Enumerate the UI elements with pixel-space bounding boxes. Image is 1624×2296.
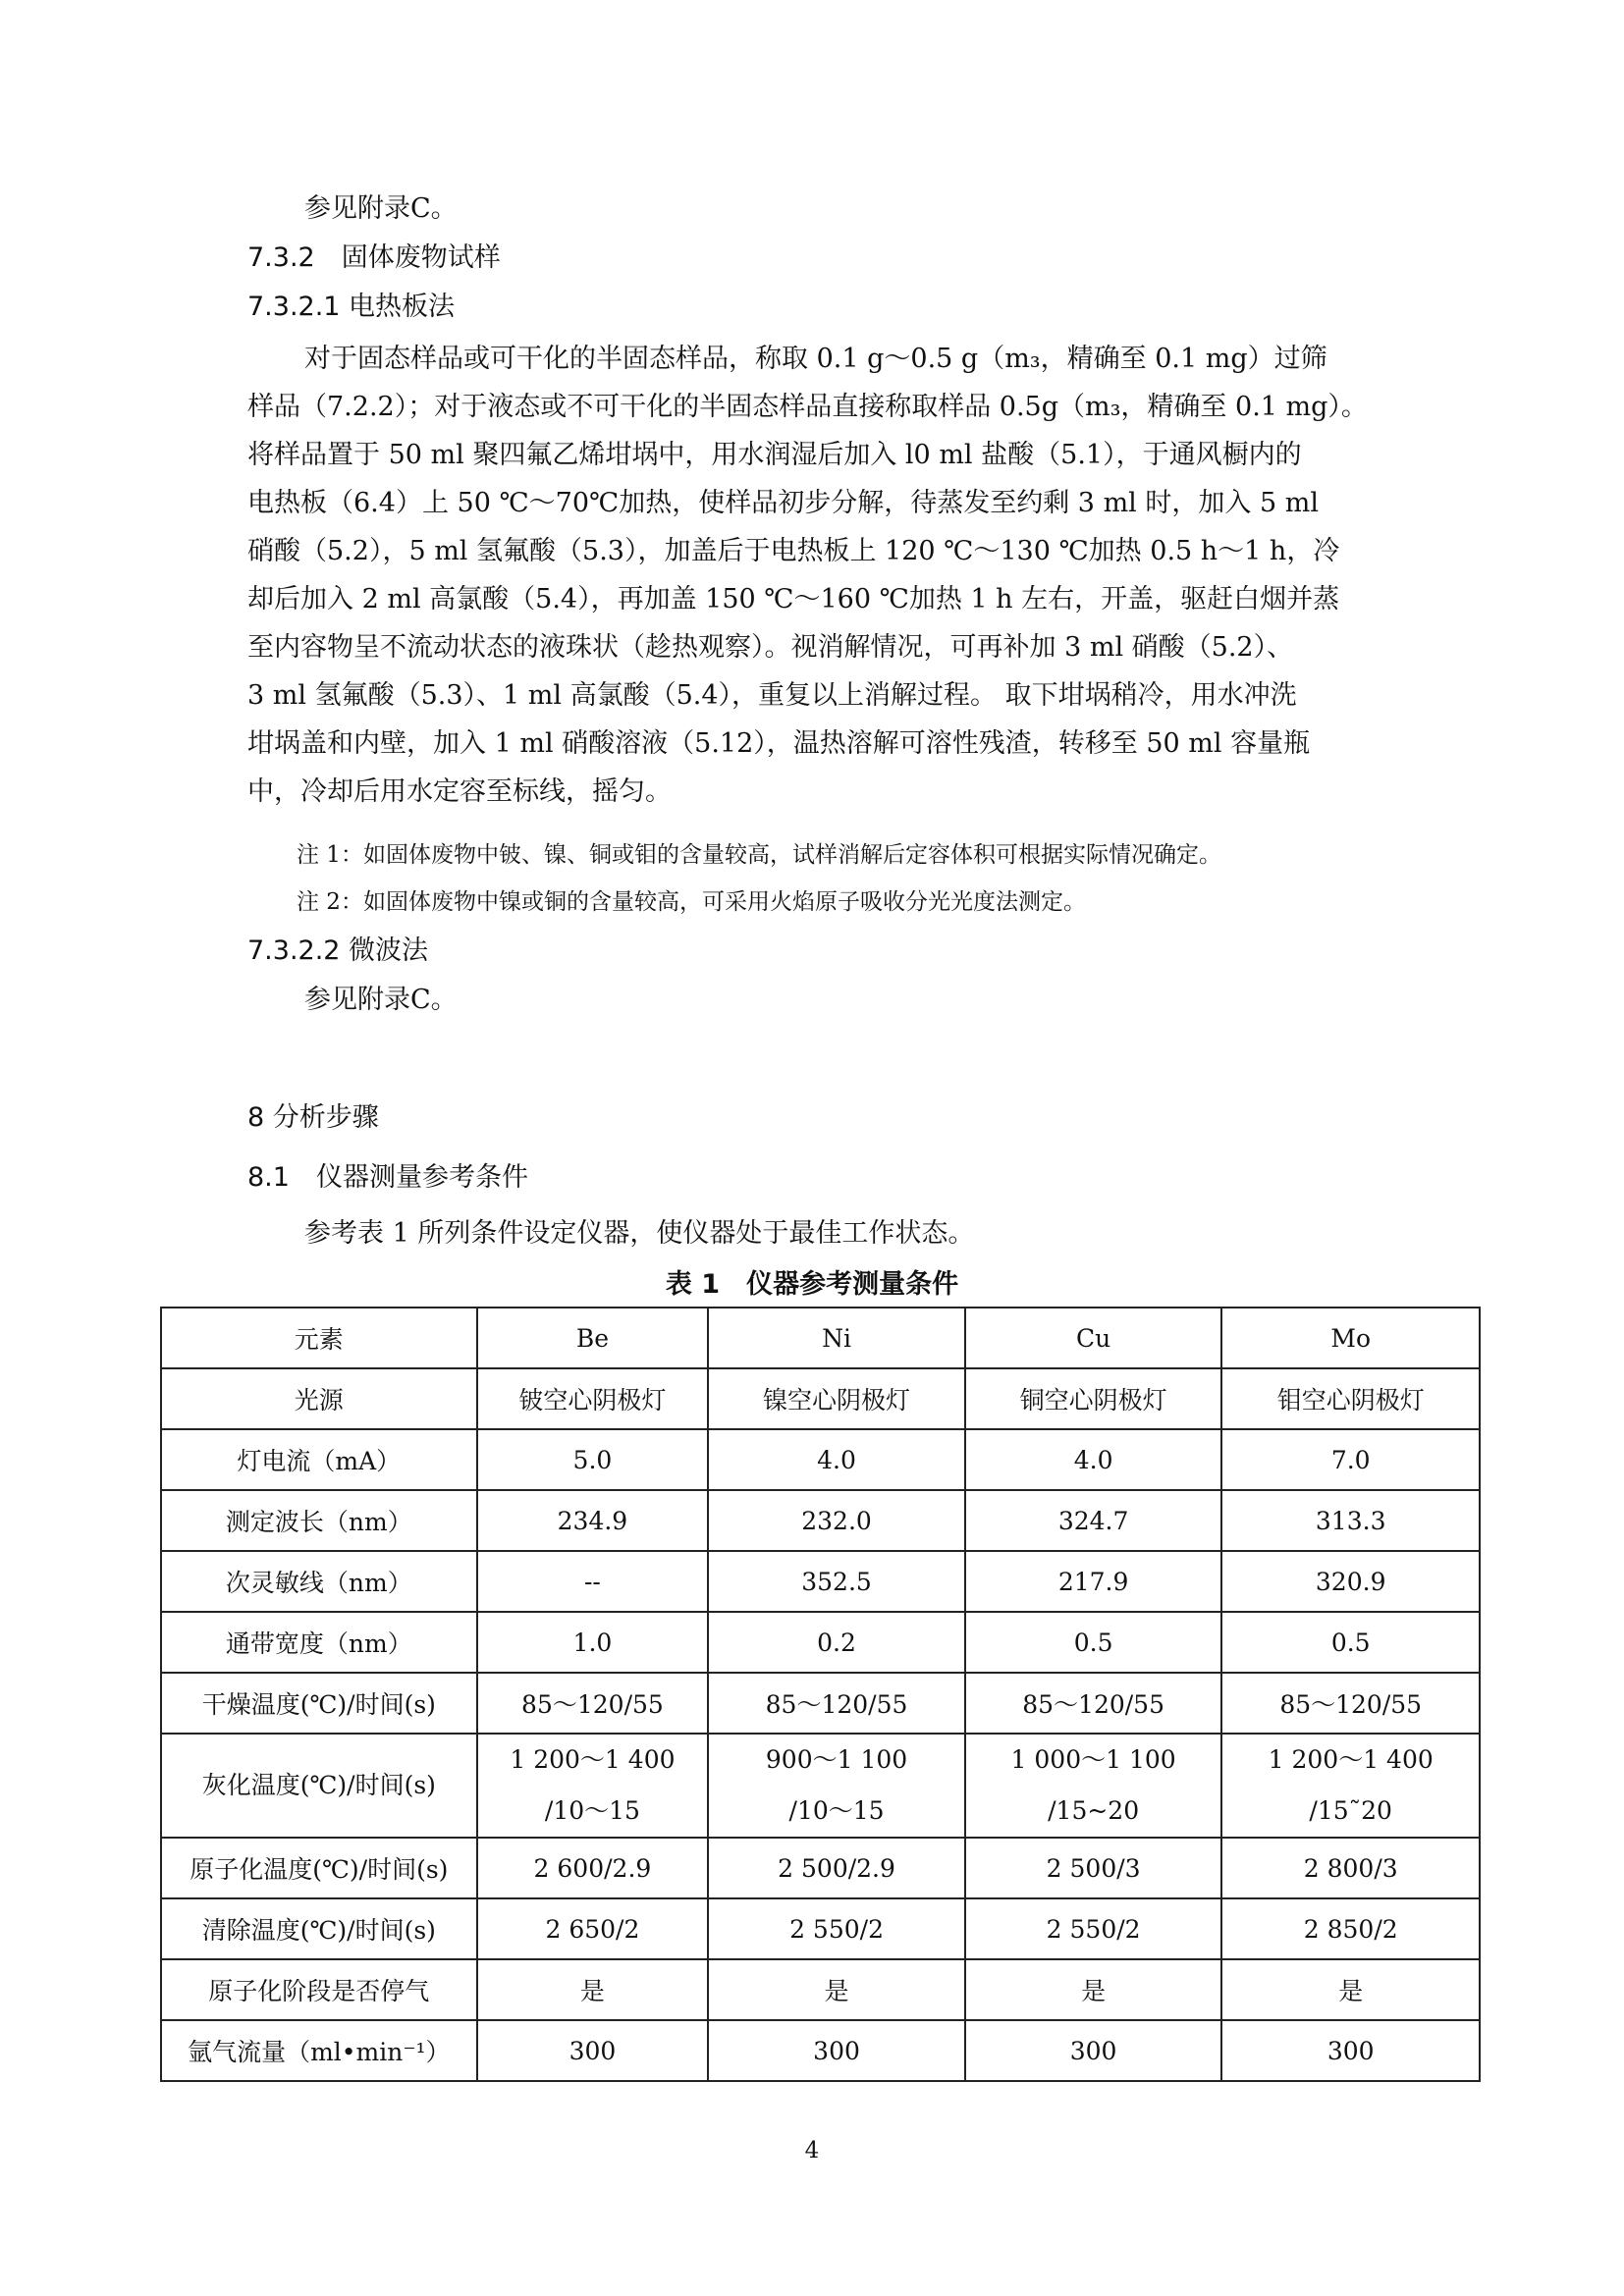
cell-line: /15˜20: [1309, 1796, 1392, 1825]
table-cell: 85～120/55: [708, 1673, 965, 1734]
table-cell: Ni: [708, 1308, 965, 1368]
row-label: 次灵敏线（nm）: [161, 1551, 477, 1612]
table-cell: 85～120/55: [477, 1673, 709, 1734]
page-number: 4: [804, 2138, 820, 2163]
table-cell: [708, 1734, 965, 1838]
cell-line: /15~20: [1048, 1796, 1140, 1825]
paragraph-line: 样品（7.2.2）；对于液态或不可干化的半固态样品直接称取样品 0.5g（m₃，精确至 0.1 mg）。: [247, 392, 1368, 422]
table-cell: 镍空心阴极灯: [708, 1368, 965, 1429]
table-cell: 313.3: [1221, 1490, 1480, 1551]
row-label: 测定波长（nm）: [161, 1490, 477, 1551]
row-label: 光源: [161, 1368, 477, 1429]
paragraph-line: 电热板（6.4）上 50 ℃～70℃加热，使样品初步分解，待蒸发至约剩 3 ml 时，加入 5 ml: [247, 488, 1319, 518]
table-row: [161, 1734, 1480, 1838]
note-2: 注 2：如固体废物中镍或铜的含量较高，可采用火焰原子吸收分光光度法测定。: [297, 889, 1086, 915]
digestion-procedure-paragraph: [247, 335, 1368, 816]
table-cell: 是: [965, 1959, 1222, 2020]
table-row: [161, 1673, 1480, 1734]
table-cell: 2 550/2: [965, 1898, 1222, 1959]
paragraph-line: 却后加入 2 ml 高氯酸（5.4），再加盖 150 ℃～160 ℃加热 1 h 左右，开盖，驱赶白烟并蒸: [247, 584, 1340, 614]
row-label: 干燥温度(℃)/时间(s): [161, 1673, 477, 1734]
table-row: [161, 1612, 1480, 1673]
instrument-conditions-table: [160, 1307, 1481, 2082]
table-cell: 320.9: [1221, 1551, 1480, 1612]
table-cell: 2 500/2.9: [708, 1838, 965, 1898]
table-cell: 2 850/2: [1221, 1898, 1480, 1959]
table-cell: [1221, 1734, 1480, 1838]
table-cell: 是: [1221, 1959, 1480, 2020]
table-row: [161, 1551, 1480, 1612]
row-label: 原子化阶段是否停气: [161, 1959, 477, 2020]
section-heading-8-1: 8.1 仪器测量参考条件: [247, 1162, 528, 1193]
table-row: [161, 1490, 1480, 1551]
table-cell: 是: [477, 1959, 709, 2020]
table-cell: 铜空心阴极灯: [965, 1368, 1222, 1429]
table-row: [161, 1429, 1480, 1490]
row-label: 通带宽度（nm）: [161, 1612, 477, 1673]
table-cell: 85～120/55: [965, 1673, 1222, 1734]
table-row: [161, 2020, 1480, 2081]
table-cell: 352.5: [708, 1551, 965, 1612]
table-row: [161, 1308, 1480, 1368]
section-heading-7-3-2-2: 7.3.2.2 微波法: [247, 935, 429, 966]
table-cell: --: [477, 1551, 709, 1612]
table-cell: 2 600/2.9: [477, 1838, 709, 1898]
table-cell: 300: [1221, 2020, 1480, 2081]
table-body: [161, 1308, 1480, 2081]
cell-line: /10～15: [544, 1796, 640, 1825]
table-cell: 是: [708, 1959, 965, 2020]
note-1: 注 1：如固体废物中铍、镍、铜或钼的含量较高，试样消解后定容体积可根据实际情况确定。: [297, 842, 1221, 868]
table-cell: 4.0: [965, 1429, 1222, 1490]
row-label: 清除温度(℃)/时间(s): [161, 1898, 477, 1959]
row-label: 灯电流（mA）: [161, 1429, 477, 1490]
table-cell: 7.0: [1221, 1429, 1480, 1490]
row-label: 氩气流量（ml•min⁻¹）: [161, 2020, 477, 2081]
table-cell: 232.0: [708, 1490, 965, 1551]
table-cell: 铍空心阴极灯: [477, 1368, 709, 1429]
table-cell: 2 650/2: [477, 1898, 709, 1959]
table-cell: 217.9: [965, 1551, 1222, 1612]
table-cell: 0.5: [1221, 1612, 1480, 1673]
table-cell: Cu: [965, 1308, 1222, 1368]
table-cell: 2 800/3: [1221, 1838, 1480, 1898]
table-row: [161, 1838, 1480, 1898]
cell-line: 1 200～1 400: [1268, 1745, 1434, 1774]
table-cell: [965, 1734, 1222, 1838]
row-label: 原子化温度(℃)/时间(s): [161, 1838, 477, 1898]
table-cell: 2 550/2: [708, 1898, 965, 1959]
table-cell: Be: [477, 1308, 709, 1368]
table-cell: 1.0: [477, 1612, 709, 1673]
row-label: 元素: [161, 1308, 477, 1368]
table-cell: 5.0: [477, 1429, 709, 1490]
paragraph-line: 至内容物呈不流动状态的液珠状（趁热观察）。视消解情况，可再补加 3 ml 硝酸（5.2）、: [247, 632, 1294, 663]
table-cell: 0.5: [965, 1612, 1222, 1673]
appendix-reference: 参见附录C。: [304, 193, 458, 224]
table-cell: 钼空心阴极灯: [1221, 1368, 1480, 1429]
cell-line: 900～1 100: [765, 1745, 908, 1774]
table-cell: Mo: [1221, 1308, 1480, 1368]
table-row: [161, 1898, 1480, 1959]
section-heading-8: 8 分析步骤: [247, 1102, 379, 1133]
paragraph-line: 将样品置于 50 ml 聚四氟乙烯坩埚中，用水润湿后加入 l0 ml 盐酸（5.1），于通风橱内的: [247, 440, 1302, 470]
table-cell: 300: [477, 2020, 709, 2081]
table-cell: 324.7: [965, 1490, 1222, 1551]
table-cell: 4.0: [708, 1429, 965, 1490]
table-cell: 234.9: [477, 1490, 709, 1551]
section-heading-7-3-2: 7.3.2 固体废物试样: [247, 242, 501, 273]
cell-line: 1 200～1 400: [510, 1745, 676, 1774]
appendix-reference: 参见附录C。: [304, 985, 458, 1015]
table-row: [161, 1368, 1480, 1429]
paragraph-line: 坩埚盖和内壁，加入 1 ml 硝酸溶液（5.12），温热溶解可溶性残渣，转移至 50 ml 容量瓶: [247, 728, 1311, 759]
table-cell: 85～120/55: [1221, 1673, 1480, 1734]
section-heading-7-3-2-1: 7.3.2.1 电热板法: [247, 292, 456, 322]
paragraph-line: 硝酸（5.2），5 ml 氢氟酸（5.3），加盖后于电热板上 120 ℃～130 ℃加热 0.5 h～1 h，冷: [247, 536, 1340, 566]
cell-line: 1 000～1 100: [1010, 1745, 1176, 1774]
table-caption: 表 1 仪器参考测量条件: [665, 1269, 959, 1300]
cell-line: /10～15: [788, 1796, 885, 1825]
table-row: [161, 1959, 1480, 2020]
row-label: 灰化温度(℃)/时间(s): [161, 1734, 477, 1838]
paragraph-line: 3 ml 氢氟酸（5.3）、1 ml 高氯酸（5.4），重复以上消解过程。 取下坩埚稍冷，用水冲洗: [247, 680, 1297, 711]
paragraph-line: 中，冷却后用水定容至标线，摇匀。: [247, 776, 672, 807]
section-8-1-text: 参考表 1 所列条件设定仪器，使仪器处于最佳工作状态。: [304, 1218, 975, 1249]
table-cell: 0.2: [708, 1612, 965, 1673]
paragraph-line: 对于固态样品或可干化的半固态样品，称取 0.1 g～0.5 g（m₃，精确至 0.1 mg）过筛: [304, 344, 1327, 374]
table-cell: 2 500/3: [965, 1838, 1222, 1898]
table-cell: 300: [965, 2020, 1222, 2081]
table-cell: 300: [708, 2020, 965, 2081]
table-cell: [477, 1734, 709, 1838]
